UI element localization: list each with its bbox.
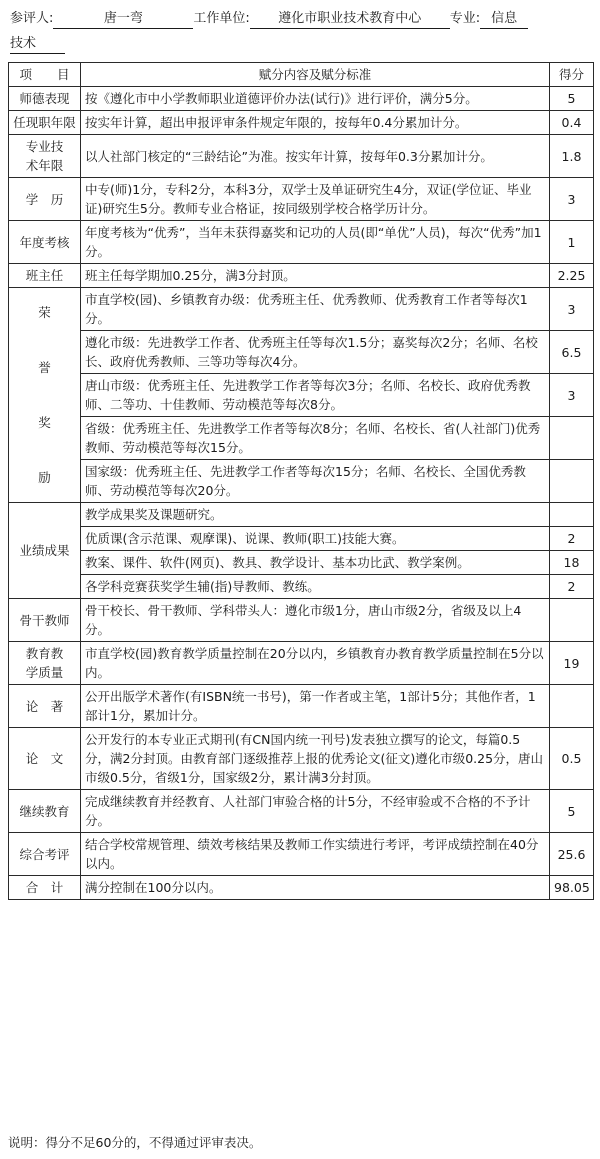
col-item-header: 项 目 — [9, 63, 81, 87]
item-total: 合 计 — [9, 876, 81, 900]
desc-honors-national: 国家级：优秀班主任、先进教学工作者等每次15分；名师、名校长、全国优秀教师、劳动模范等每次20分。 — [81, 460, 550, 503]
desc-ethics: 按《遵化市中小学教师职业道德评价办法(试行)》进行评价，满分5分。 — [81, 87, 550, 111]
item-tech-years-line2: 术年限 — [25, 158, 64, 173]
item-quality — [9, 642, 81, 685]
desc-honors-county: 遵化市级：先进教学工作者、优秀班主任等每次1.5分；嘉奖每次2分；名师、名校长、政府优秀教师、三等功等每次4分。 — [81, 331, 550, 374]
header-line-1 — [10, 6, 595, 31]
evaluatee-name: 唐一弯 — [53, 9, 193, 29]
score-comprehensive: 25.6 — [550, 833, 594, 876]
item-quality-line1: 教育教 — [25, 646, 64, 661]
table-row — [9, 642, 594, 685]
item-continuing: 继续教育 — [9, 790, 81, 833]
desc-achievement-research: 教学成果奖及课题研究。 — [81, 503, 550, 527]
score-class-teacher: 2.25 — [550, 264, 594, 288]
desc-books: 公开出版学术著作(有ISBN统一书号)，第一作者或主笔，1部计5分；其他作者，1部计1分，累加计分。 — [81, 685, 550, 728]
unit-name: 遵化市职业技术教育中心 — [250, 9, 450, 29]
honors-char: 励 — [38, 470, 51, 485]
header-line-2 — [10, 31, 595, 56]
footnote: 说明：得分不足60分的，不得通过评审表决。 — [8, 1135, 262, 1150]
score-backbone — [550, 599, 594, 642]
table-row — [9, 876, 594, 900]
scoring-table — [8, 62, 594, 900]
table-row — [9, 417, 594, 460]
table-row — [9, 790, 594, 833]
item-education: 学 历 — [9, 178, 81, 221]
desc-papers: 公开发行的本专业正式期刊(有CN国内统一刊号)发表独立撰写的论文，每篇0.5分，满2分封顶。由教育部门逐级推荐上报的优秀论文(征文)遵化市级0.25分，唐山市级0.5分，省级1分，国家级2分，累计满3分封顶。 — [81, 728, 550, 790]
score-annual: 1 — [550, 221, 594, 264]
table-row — [9, 833, 594, 876]
item-quality-line2: 学质量 — [25, 665, 64, 680]
score-education: 3 — [550, 178, 594, 221]
score-tenure: 0.4 — [550, 111, 594, 135]
desc-education: 中专(师)1分，专科2分，本科3分，双学士及单证研究生4分，双证(学位证、毕业证)研究生5分。教师专业合格证，按同级别学校合格学历计分。 — [81, 178, 550, 221]
honors-char: 誉 — [38, 360, 51, 375]
table-row — [9, 87, 594, 111]
col-content-header: 赋分内容及赋分标准 — [81, 63, 550, 87]
score-total: 98.05 — [550, 876, 594, 900]
table-row — [9, 331, 594, 374]
desc-comprehensive: 结合学校常规管理、绩效考核结果及教师工作实绩进行考评，考评成绩控制在40分以内。 — [81, 833, 550, 876]
table-row — [9, 288, 594, 331]
table-row — [9, 599, 594, 642]
evaluatee-label: 参评人: — [10, 11, 54, 26]
score-honors-city: 3 — [550, 374, 594, 417]
honors-char: 荣 — [38, 305, 51, 320]
item-comprehensive: 综合考评 — [9, 833, 81, 876]
desc-achievement-materials: 教案、课件、软件(网页)、教具、教学设计、基本功比武、教学案例。 — [81, 551, 550, 575]
score-achievement-materials: 18 — [550, 551, 594, 575]
score-honors-county: 6.5 — [550, 331, 594, 374]
table-row — [9, 221, 594, 264]
desc-achievement-lessons: 优质课(含示范课、观摩课)、说课、教师(职工)技能大赛。 — [81, 527, 550, 551]
desc-honors-province: 省级：优秀班主任、先进教学工作者等每次8分；名师、名校长、省(人社部门)优秀教师、劳动模范等每次15分。 — [81, 417, 550, 460]
score-continuing: 5 — [550, 790, 594, 833]
item-papers: 论 文 — [9, 728, 81, 790]
item-tenure: 任现职年限 — [9, 111, 81, 135]
table-header-row — [9, 63, 594, 87]
score-tech-years: 1.8 — [550, 135, 594, 178]
desc-backbone: 骨干校长、骨干教师、学科带头人：遵化市级1分，唐山市级2分，省级及以上4分。 — [81, 599, 550, 642]
item-tech-years — [9, 135, 81, 178]
major-name-part2: 技术 — [10, 34, 65, 54]
score-honors-national — [550, 460, 594, 503]
item-books: 论 著 — [9, 685, 81, 728]
desc-quality: 市直学校(园)教育教学质量控制在20分以内，乡镇教育办教育教学质量控制在5分以内。 — [81, 642, 550, 685]
table-row — [9, 685, 594, 728]
desc-achievement-coaching: 各学科竞赛获奖学生辅(指)导教师、教练。 — [81, 575, 550, 599]
honors-char: 奖 — [38, 415, 51, 430]
table-row — [9, 527, 594, 551]
major-label: 专业: — [449, 11, 481, 26]
score-quality: 19 — [550, 642, 594, 685]
table-row — [9, 178, 594, 221]
desc-honors-city: 唐山市级：优秀班主任、先进教学工作者等每次3分；名师、名校长、政府优秀教师、二等功、十佳教师、劳动模范等每次8分。 — [81, 374, 550, 417]
desc-total: 满分控制在100分以内。 — [81, 876, 550, 900]
table-row — [9, 503, 594, 527]
score-achievement-research — [550, 503, 594, 527]
desc-class-teacher: 班主任每学期加0.25分，满3分封顶。 — [81, 264, 550, 288]
desc-honors-school: 市直学校(园)、乡镇教育办级：优秀班主任、优秀教师、优秀教育工作者等每次1分。 — [81, 288, 550, 331]
table-row — [9, 264, 594, 288]
table-row — [9, 460, 594, 503]
table-row — [9, 374, 594, 417]
col-score-header: 得分 — [550, 63, 594, 87]
score-books — [550, 685, 594, 728]
table-row — [9, 135, 594, 178]
score-achievement-lessons: 2 — [550, 527, 594, 551]
item-honors — [9, 288, 81, 503]
table-row — [9, 111, 594, 135]
unit-label: 工作单位: — [193, 11, 250, 26]
desc-tenure: 按实年计算，超出申报评审条件规定年限的，按每年0.4分累加计分。 — [81, 111, 550, 135]
score-honors-province — [550, 417, 594, 460]
item-class-teacher: 班主任 — [9, 264, 81, 288]
form-header — [10, 6, 595, 56]
item-achievements: 业绩成果 — [9, 503, 81, 599]
score-achievement-coaching: 2 — [550, 575, 594, 599]
table-row — [9, 551, 594, 575]
score-papers: 0.5 — [550, 728, 594, 790]
score-honors-school: 3 — [550, 288, 594, 331]
table-row — [9, 575, 594, 599]
item-backbone: 骨干教师 — [9, 599, 81, 642]
desc-continuing: 完成继续教育并经教育、人社部门审验合格的计5分，不经审验或不合格的不予计分。 — [81, 790, 550, 833]
desc-tech-years: 以人社部门核定的“三龄结论”为准。按实年计算，按每年0.3分累加计分。 — [81, 135, 550, 178]
item-ethics: 师德表现 — [9, 87, 81, 111]
item-tech-years-line1: 专业技 — [25, 139, 64, 154]
desc-annual: 年度考核为“优秀”，当年未获得嘉奖和记功的人员(即“单优”人员)，每次“优秀”加1分。 — [81, 221, 550, 264]
table-row — [9, 728, 594, 790]
major-name-part1: 信息 — [480, 9, 528, 29]
item-annual: 年度考核 — [9, 221, 81, 264]
score-ethics: 5 — [550, 87, 594, 111]
